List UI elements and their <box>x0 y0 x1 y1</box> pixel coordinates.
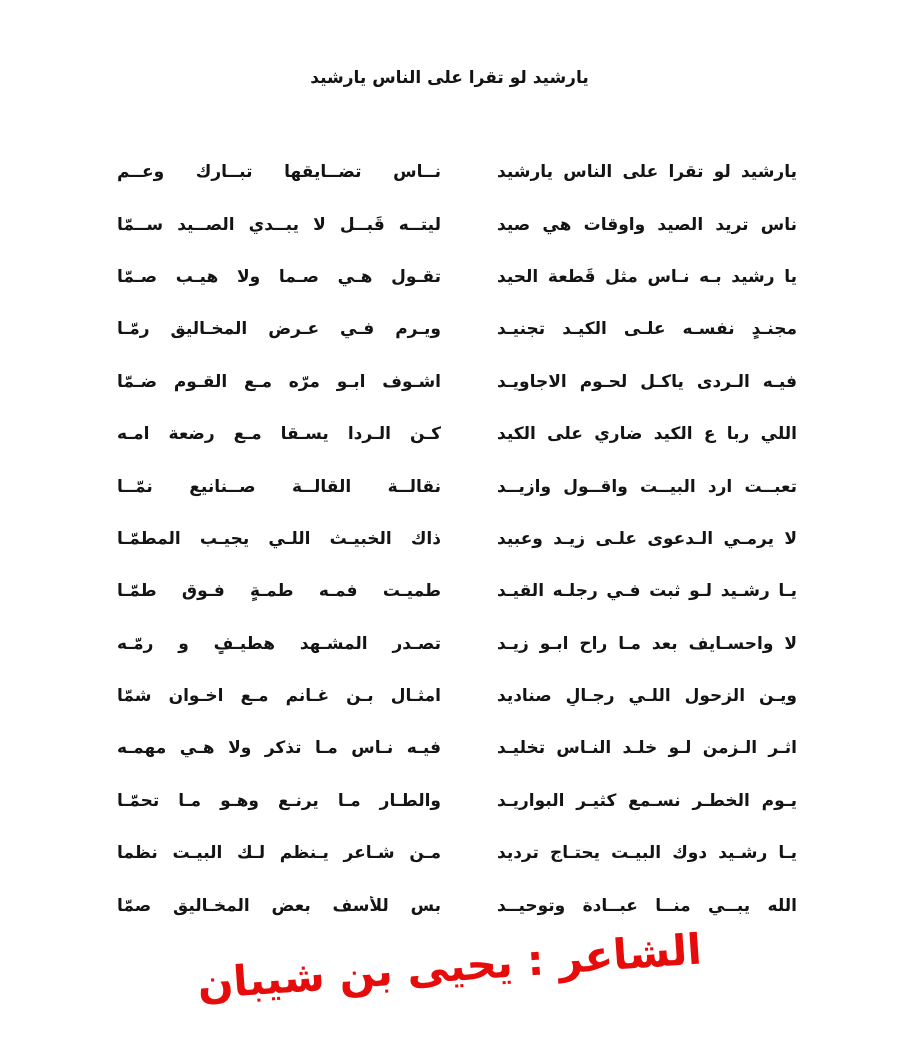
verse-row <box>117 251 797 303</box>
verse-row <box>117 146 797 198</box>
hemistich-right: يا رشيد بـه نـاس مثل قَطعة الحيد <box>497 266 797 287</box>
hemistich-right: يـا رشـيد دوك البيـت يحتـاج ترديد <box>497 843 797 864</box>
hemistich-left: فيـه نـاس مـا تذكر ولا هـي مهمـه <box>117 738 441 759</box>
hemistich-right: لا يرمـي الـدعوى علـى زيـد وعبيد <box>497 528 797 549</box>
page-title: يارشيد لو تقرا على الناس يارشيد <box>310 68 589 88</box>
poet-credit: الشاعر : يحيى بن شيبان <box>195 924 704 1009</box>
hemistich-right: ويـن الزحول اللـي رجـالٍ صناديد <box>497 686 797 707</box>
verse-row <box>117 513 797 565</box>
hemistich-right: مجنـدٍ نفسـه علـى الكيـد تجنيـد <box>497 319 797 340</box>
hemistich-left: ويـرم فـي عـرض المخـاليق رمّـا <box>117 319 441 340</box>
hemistich-right: ناس تريد الصيد واوقات هي صيد <box>497 214 797 235</box>
hemistich-left: طميـت فمـه طمـةٍ فـوق طمّـا <box>117 581 441 602</box>
hemistich-left: امثـال بـن غـانم مـع اخـوان شمّا <box>117 686 441 707</box>
verse-row <box>117 670 797 722</box>
verse-row <box>117 408 797 460</box>
verse-row <box>117 618 797 670</box>
verse-row <box>117 827 797 879</box>
hemistich-right: لا واحسـايف بعد مـا راح ابـو زيـد <box>497 633 797 654</box>
hemistich-left: تصـدر المشـهد هطيـفٍ و رمّـه <box>117 633 441 654</box>
verse-row <box>117 565 797 617</box>
hemistich-right: تعبــت ارد البيــت واقــول وازيــد <box>497 476 797 497</box>
verse-row <box>117 303 797 355</box>
verse-row <box>117 198 797 250</box>
hemistich-right: اللي ربا ع الكيد ضاري على الكيد <box>497 424 797 445</box>
hemistich-right: يـوم الخطـر نسـمع كثيـر البواريـد <box>497 790 797 811</box>
verse-row <box>117 356 797 408</box>
hemistich-left: كـن الـردا يسـقا مـع رضعة امـه <box>117 424 441 445</box>
verse-row <box>117 775 797 827</box>
poem-body <box>117 146 797 932</box>
hemistich-left: مـن شـاعرٍ يـنظم لـك البيـت نظما <box>117 843 441 864</box>
hemistich-left: تقـول هـي صـما ولا هيـب صـمّا <box>117 266 441 287</box>
verse-row <box>117 722 797 774</box>
hemistich-right: اثـر الـزمن لـو خلـد النـاس تخليـد <box>497 738 797 759</box>
verse-row <box>117 460 797 512</box>
hemistich-left: ذاك الخبيـث اللـي يجيـب المطمّـا <box>117 528 441 549</box>
hemistich-left: بس للأسف بعض المخـاليق صمّا <box>117 895 441 916</box>
hemistich-right: الله يبــي منــا عبــادة وتوحيــد <box>497 895 797 916</box>
hemistich-left: اشـوف ابـو مرّه مـع القـوم ضـمّا <box>117 371 441 392</box>
hemistich-left: نقالــة القالــة صــنانيع نمّــا <box>117 476 441 497</box>
hemistich-left: ليتــه قَبــل لا يبــدي الصــيد ســمّا <box>117 214 441 235</box>
hemistich-right: فيـه الـردى ياكـل لحـوم الاجاويـد <box>497 371 797 392</box>
hemistich-left: والطـار مـا يرنـع وهـو مـا تحمّـا <box>117 790 441 811</box>
hemistich-right: يارشيد لو تقرا على الناس يارشيد <box>497 162 797 183</box>
hemistich-left: نــاسٍ تضــايقها تبــارك وعــم <box>117 162 441 183</box>
hemistich-right: يـا رشـيد لـو ثبت فـي رجلـه القيـد <box>497 581 797 602</box>
